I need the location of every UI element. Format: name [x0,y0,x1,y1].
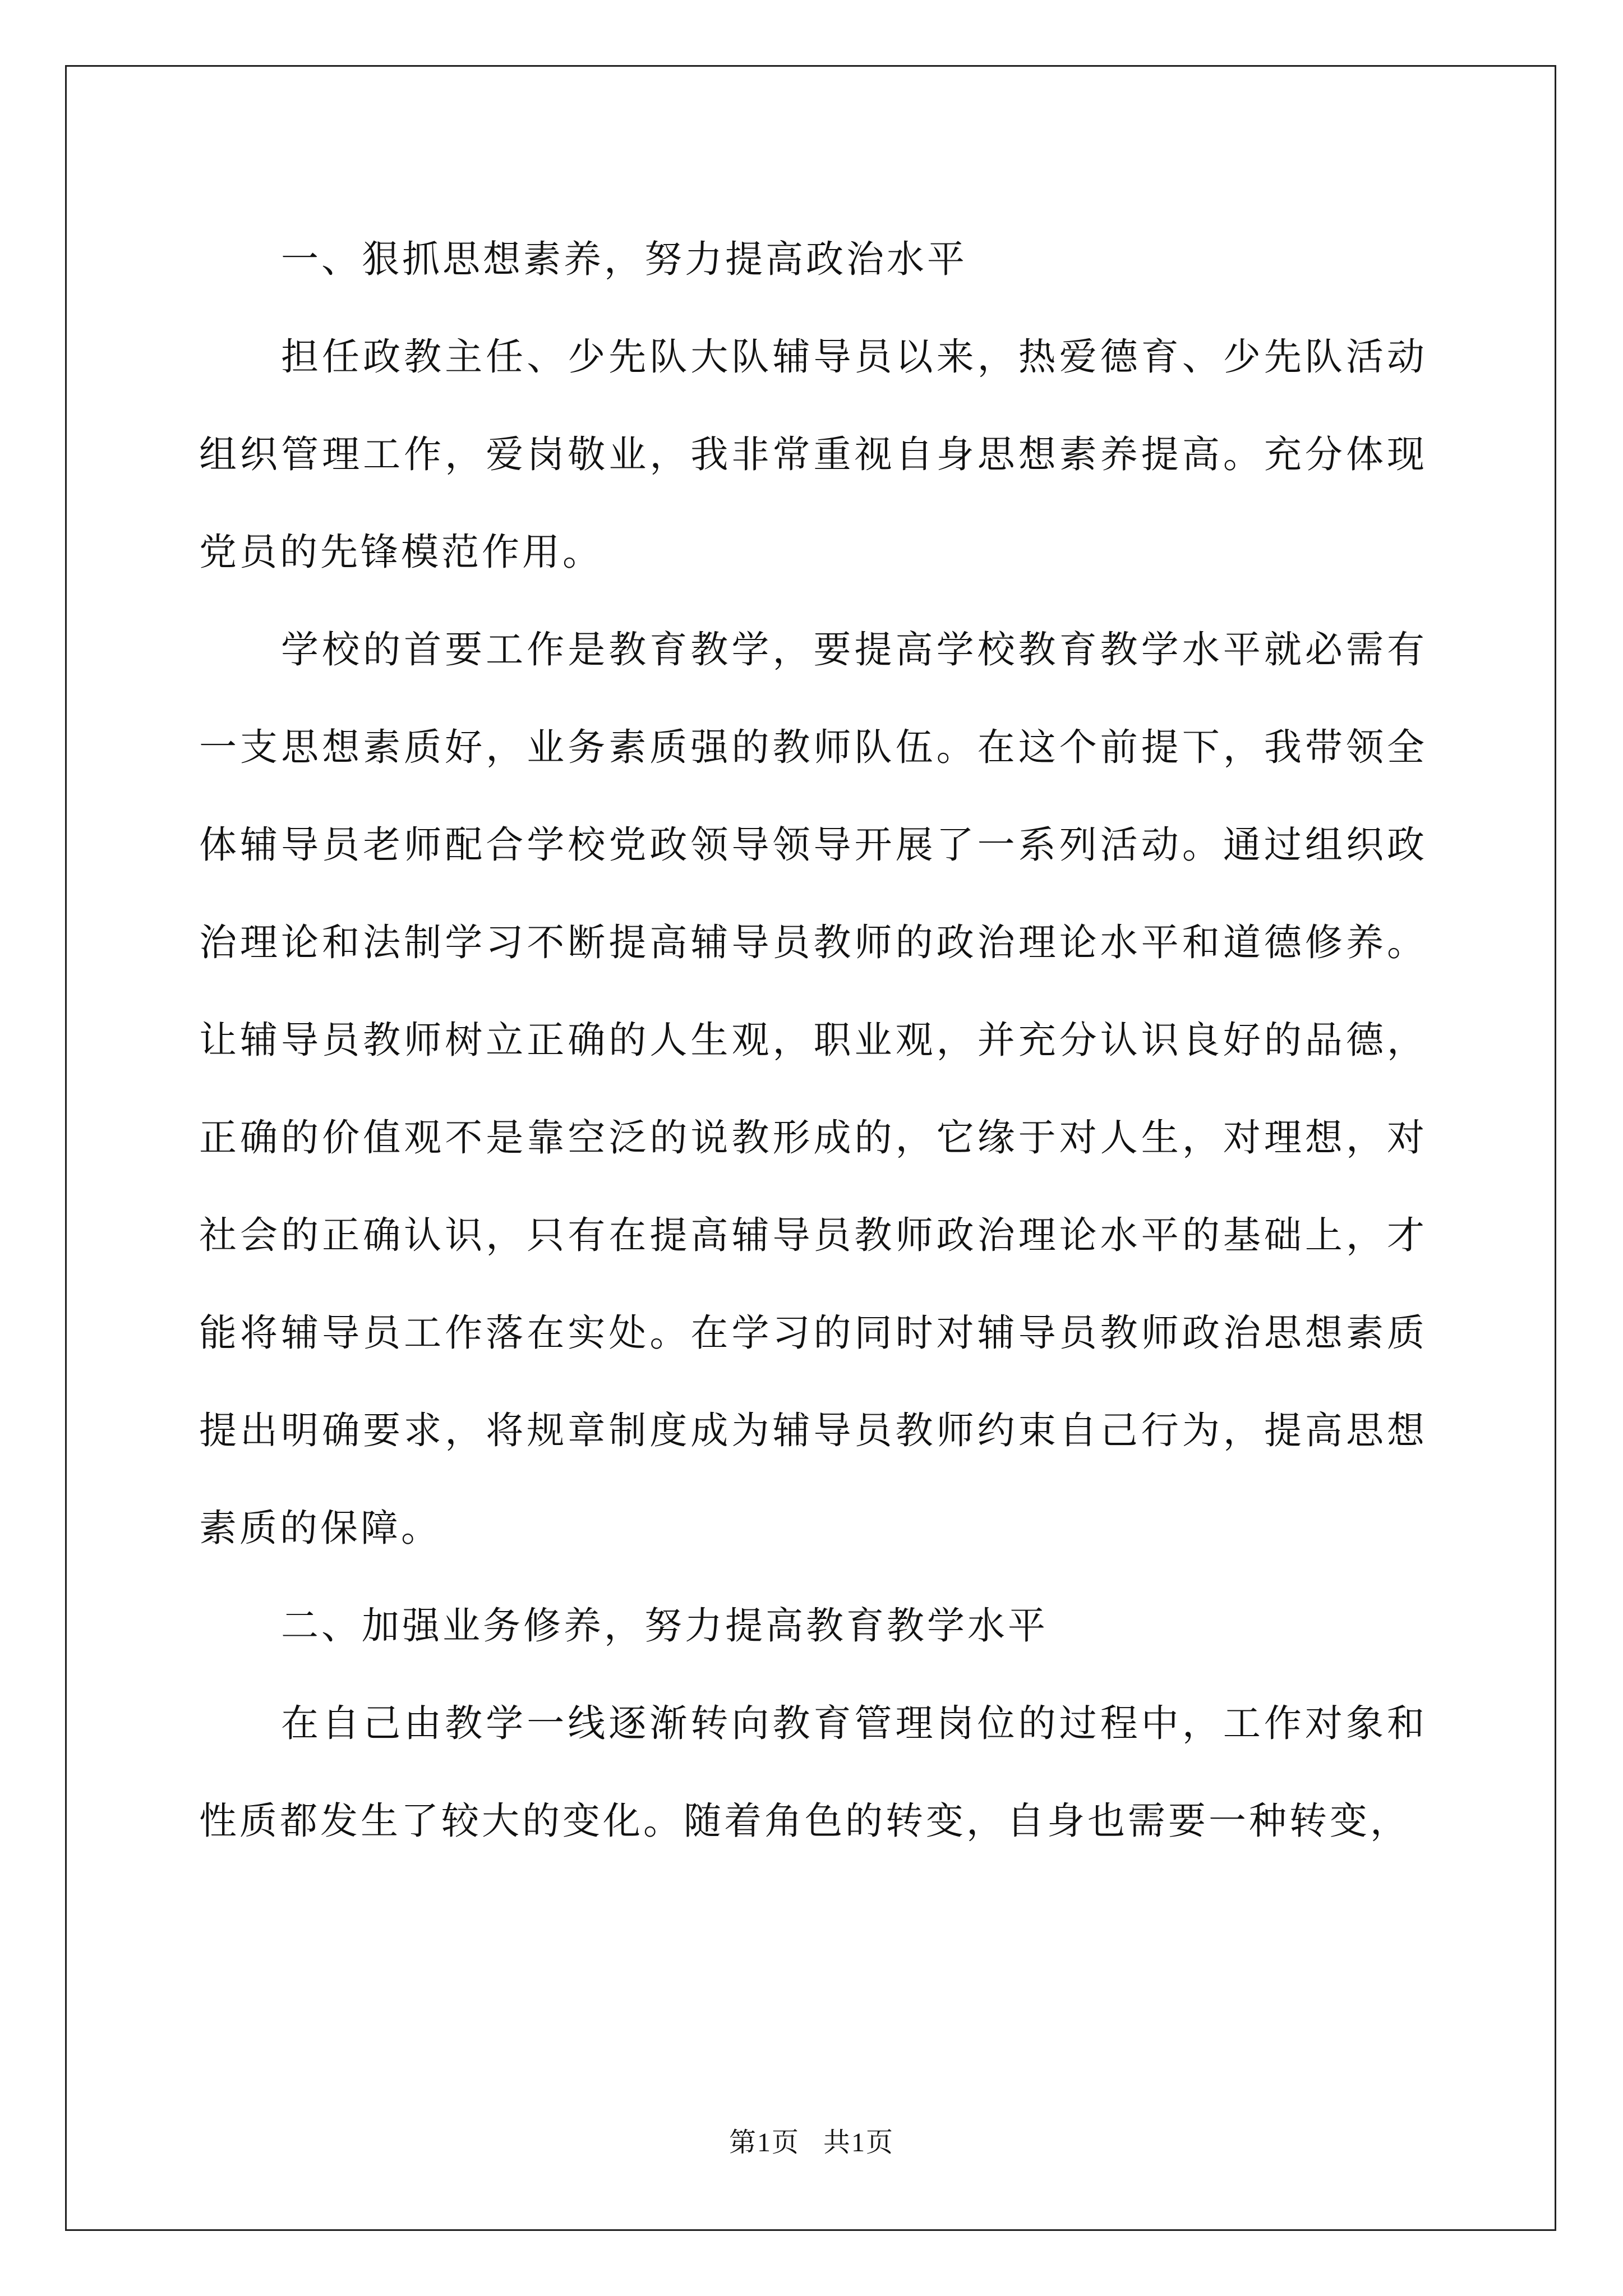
page-total: 共1页 [823,2128,895,2157]
paragraph: 担任政教主任、少先队大队辅导员以来，热爱德育、少先队活动组织管理工作，爱岗敬业，我非常重视自身思想素养提高。充分体现党员的先锋模范作用。 [199,335,1427,574]
paragraph: 在自己由教学一线逐渐转向教育管理岗位的过程中，工作对象和性质都发生了较大的变化。随着角色的转变，自身也需要一种转变， [199,1701,1427,1843]
section-heading-1: 一、狠抓思想素养，努力提高政治水平 [281,237,967,281]
page-number: 第1页 [728,2128,800,2157]
document-body [199,210,1427,1870]
page-footer [0,2120,1623,2159]
paragraph: 学校的首要工作是教育教学，要提高学校教育教学水平就必需有一支思想素质好，业务素质强的教师队伍。在这个前提下，我带领全体辅导员老师配合学校党政领导领导开展了一系列活动。通过组织政治理论和法制学习不断提高辅导员教师的政治理论水平和道德修养。让辅导员教师树立正确的人生观，职业观，并充分认识良好的品德，正确的价值观不是靠空泛的说教形成的，它缘于对人生，对理想，对社会的正确认识，只有在提高辅导员教师政治理论水平的基础上，才能将辅导员工作落在实处。在学习的同时对辅导员教师政治思想素质提出明确要求，将规章制度成为辅导员教师约束自己行为，提高思想素质的保障。 [199,628,1427,1550]
section-heading-2: 二、加强业务修养，努力提高教育教学水平 [281,1604,1048,1648]
